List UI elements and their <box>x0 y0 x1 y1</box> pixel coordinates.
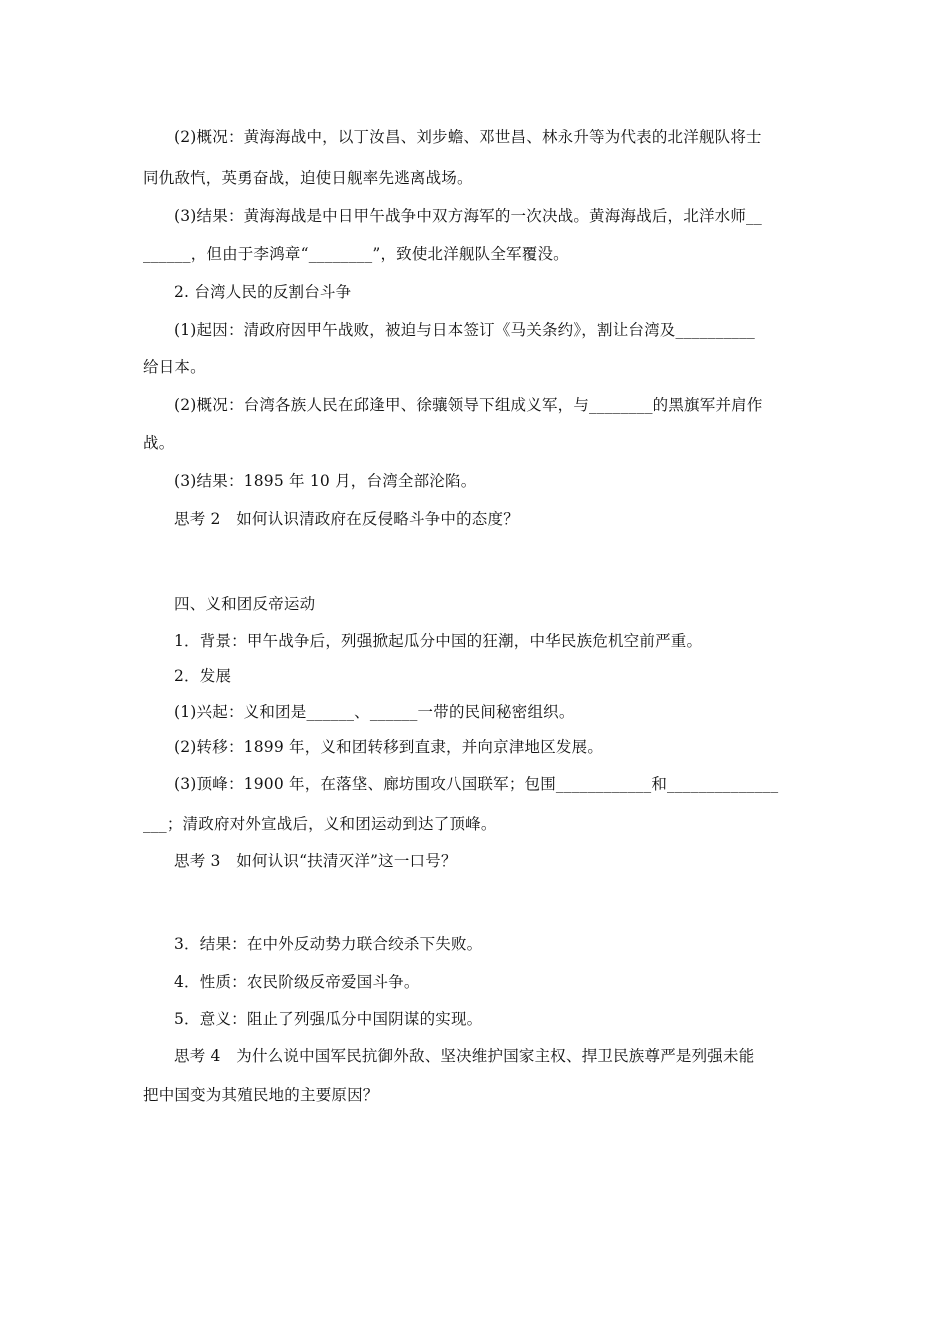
think-4-line-1: 思考 4 为什么说中国军民抗御外敌、坚决维护国家主权、捍卫民族尊严是列强未能 <box>174 1047 755 1065</box>
boxer-development: 2．发展 <box>174 667 232 685</box>
boxer-rise: (1)兴起：义和团是______、______一带的民间秘密组织。 <box>174 703 575 721</box>
boxer-peak-line-1: (3)顶峰：1900 年，在落垡、廊坊围攻八国联军；包围____________和______________ <box>174 775 779 793</box>
think-2: 思考 2 如何认识清政府在反侵略斗争中的态度？ <box>174 510 519 528</box>
overview-line-1: (2)概况：黄海海战中，以丁汝昌、刘步蟾、邓世昌、林永升等为代表的北洋舰队将士 <box>174 128 762 146</box>
boxer-transfer: (2)转移：1899 年，义和团转移到直隶，并向京津地区发展。 <box>174 738 604 756</box>
taiwan-overview-line-2: 战。 <box>143 434 175 452</box>
think-4-line-2: 把中国变为其殖民地的主要原因？ <box>143 1086 379 1104</box>
taiwan-cause-line-1: (1)起因：清政府因甲午战败，被迫与日本签订《马关条约》，割让台湾及__________ <box>174 321 756 339</box>
think-3: 思考 3 如何认识“扶清灭洋”这一口号？ <box>174 852 457 870</box>
result-line-2: ______，但由于李鸿章“________”，致使北洋舰队全军覆没。 <box>143 245 569 263</box>
overview-line-2: 同仇敌忾，英勇奋战，迫使日舰率先逃离战场。 <box>143 169 473 187</box>
result-line-1: (3)结果：黄海海战是中日甲午战争中双方海军的一次决战。黄海海战后，北洋水师__ <box>174 207 762 225</box>
taiwan-overview-line-1: (2)概况：台湾各族人民在邱逢甲、徐骧领导下组成义军，与________的黑旗军并肩作 <box>174 396 763 414</box>
boxer-background: 1．背景：甲午战争后，列强掀起瓜分中国的狂潮，中华民族危机空前严重。 <box>174 632 703 650</box>
boxer-peak-line-2: ___；清政府对外宣战后，义和团运动到达了顶峰。 <box>143 815 497 833</box>
boxer-result: 3．结果：在中外反动势力联合绞杀下失败。 <box>174 935 483 953</box>
taiwan-cause-line-2: 给日本。 <box>143 358 206 376</box>
taiwan-heading: 2. 台湾人民的反割台斗争 <box>174 283 352 301</box>
taiwan-result: (3)结果：1895 年 10 月，台湾全部沦陷。 <box>174 472 477 490</box>
boxer-heading: 四、义和团反帝运动 <box>174 595 316 613</box>
boxer-nature: 4．性质：农民阶级反帝爱国斗争。 <box>174 973 420 991</box>
boxer-significance: 5．意义：阻止了列强瓜分中国阴谋的实现。 <box>174 1010 483 1028</box>
